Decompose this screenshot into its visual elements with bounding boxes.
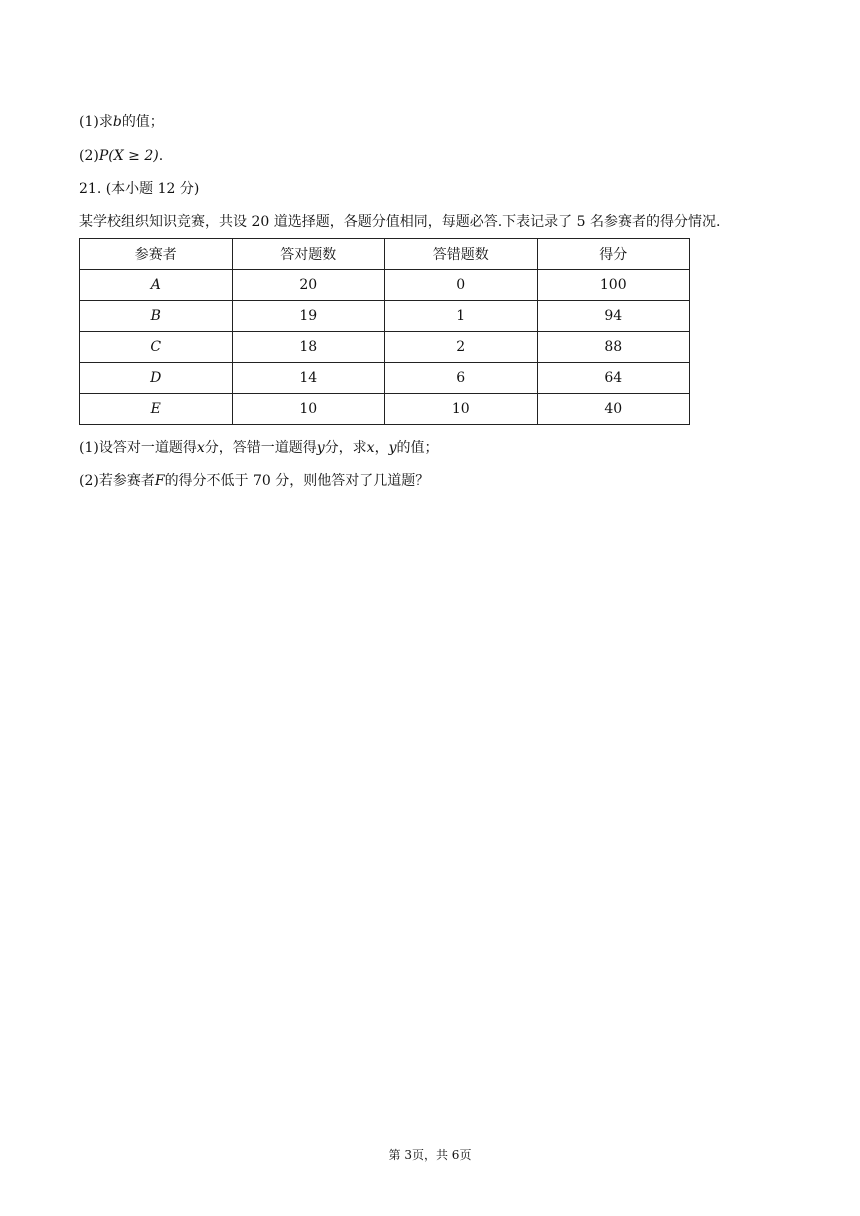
math-variable: x (366, 440, 375, 456)
cell-correct: 20 (232, 270, 385, 301)
cell-score: 94 (537, 301, 690, 332)
cell-contestant: A (80, 270, 233, 301)
cell-wrong: 0 (385, 270, 538, 301)
cell-correct: 19 (232, 301, 385, 332)
cell-contestant: C (80, 332, 233, 363)
cell-contestant: E (80, 394, 233, 425)
math-variable: y (388, 440, 397, 456)
text-segment: (2)若参赛者 (79, 473, 155, 489)
cell-correct: 10 (232, 394, 385, 425)
text-segment: 分，求 (324, 440, 367, 456)
cell-score: 88 (537, 332, 690, 363)
column-header-contestant: 参赛者 (80, 239, 233, 270)
text-segment: 的值； (121, 114, 164, 130)
text-segment: 分，答错一道题得 (204, 440, 317, 456)
text-segment: (2) (79, 148, 99, 164)
column-header-score: 得分 (537, 239, 690, 270)
table-header-row (80, 239, 690, 270)
text-segment: . (158, 148, 164, 164)
math-variable: F (154, 473, 165, 489)
column-header-correct: 答对题数 (232, 239, 385, 270)
text-segment: (1)设答对一道题得 (79, 440, 197, 456)
math-variable: x (196, 440, 205, 456)
prev-question-part-1 (79, 112, 164, 132)
cell-correct: 14 (232, 363, 385, 394)
question-21-heading: 21. (本小题 12 分) (79, 181, 200, 197)
cell-score: 64 (537, 363, 690, 394)
cell-contestant: B (80, 301, 233, 332)
math-expression: P(X ≥ 2) (98, 148, 159, 164)
cell-wrong: 1 (385, 301, 538, 332)
cell-contestant: D (80, 363, 233, 394)
text-segment: ， (374, 440, 389, 456)
column-header-wrong: 答错题数 (385, 239, 538, 270)
math-variable: b (112, 114, 122, 130)
cell-wrong: 10 (385, 394, 538, 425)
text-segment: 的值； (396, 440, 439, 456)
table-row (80, 363, 690, 394)
text-segment: 的得分不低于 70 分，则他答对了几道题？ (164, 473, 430, 489)
page-footer: 第 3页，共 6页 (388, 1148, 472, 1162)
question-21-part-1 (79, 438, 439, 458)
question-21-part-2 (79, 471, 429, 491)
table-row (80, 332, 690, 363)
table-row (80, 270, 690, 301)
cell-wrong: 2 (385, 332, 538, 363)
cell-wrong: 6 (385, 363, 538, 394)
table-row (80, 301, 690, 332)
cell-correct: 18 (232, 332, 385, 363)
text-segment: (1)求 (79, 114, 113, 130)
table-row (80, 394, 690, 425)
cell-score: 100 (537, 270, 690, 301)
cell-score: 40 (537, 394, 690, 425)
math-variable: y (316, 440, 325, 456)
question-21-stem: 某学校组织知识竞赛，共设 20 道选择题，各题分值相同，每题必答.下表记录了 5 名参赛者的得分情况. (79, 214, 721, 230)
prev-question-part-2 (79, 146, 163, 166)
score-table (79, 238, 690, 425)
